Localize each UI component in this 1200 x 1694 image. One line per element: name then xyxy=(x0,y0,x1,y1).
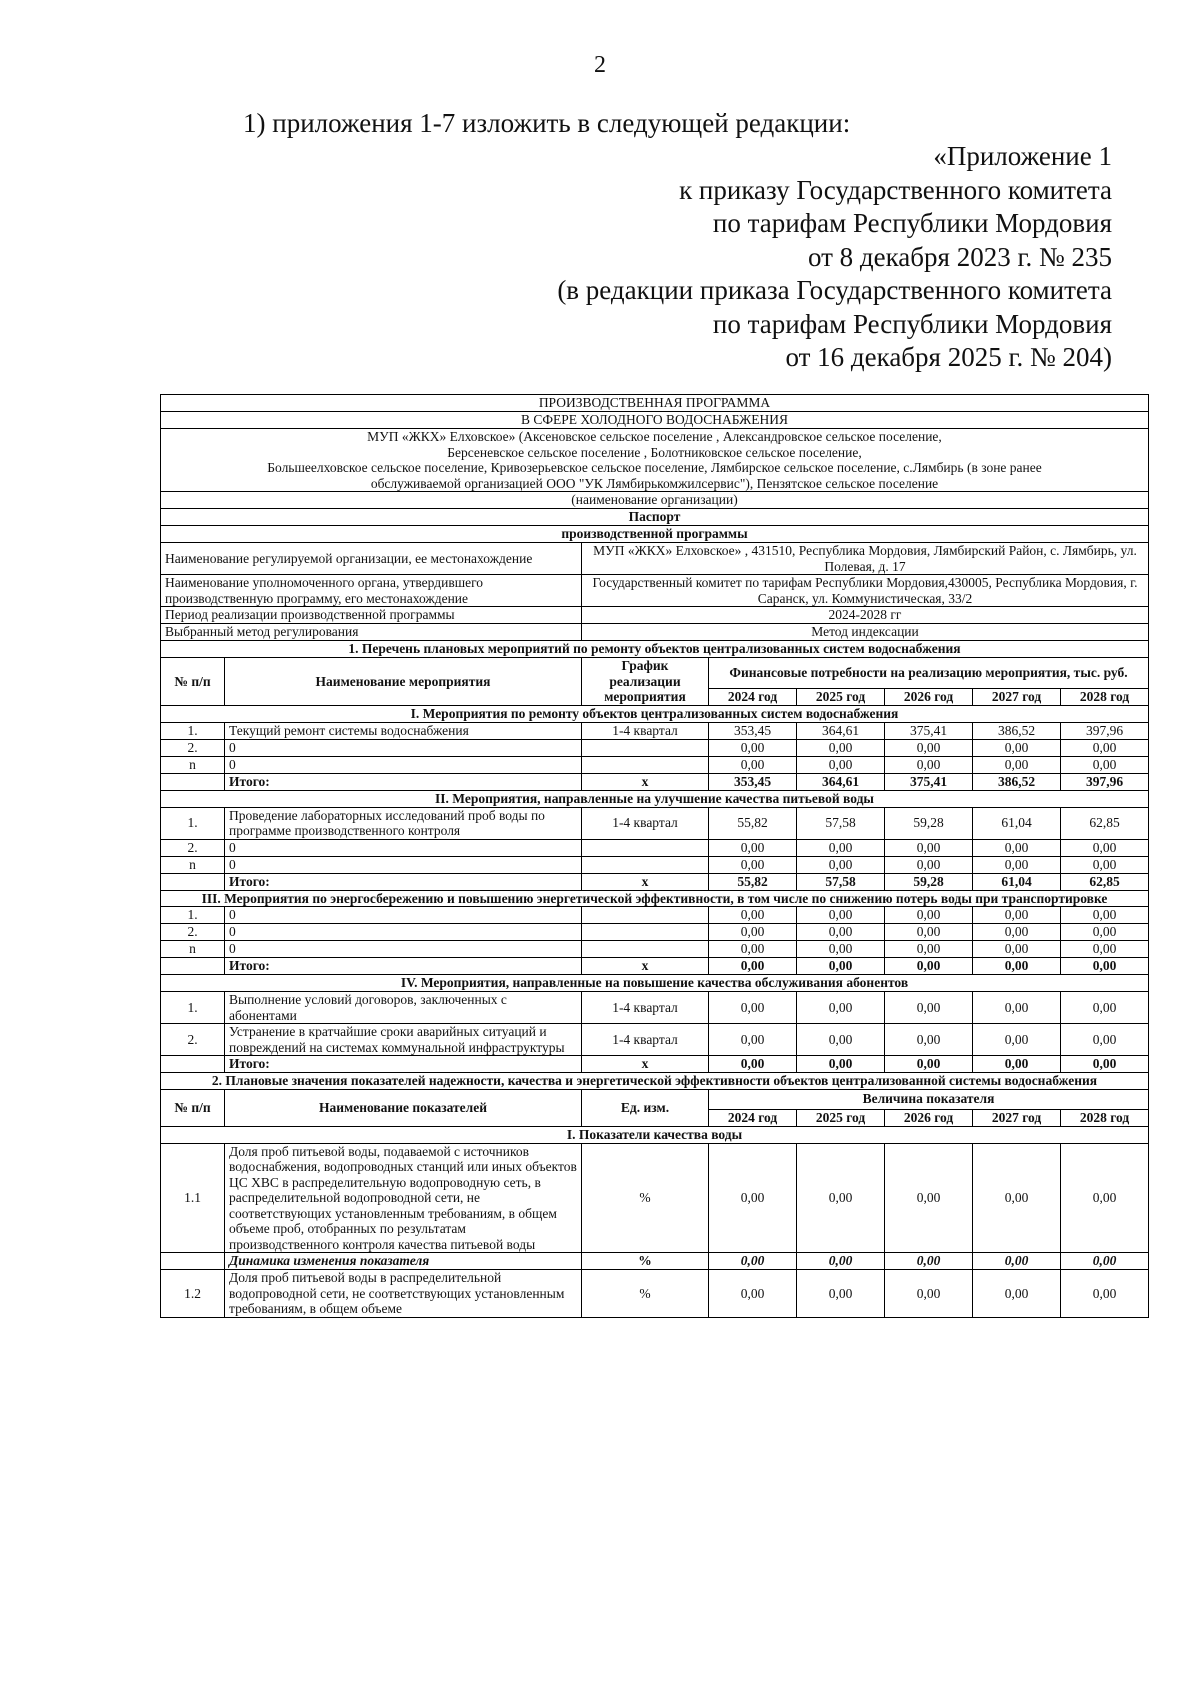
row-name: Устранение в кратчайшие сроки аварийных ситуаций и повреждений на системах коммунальной инфраструктуры xyxy=(225,1024,582,1056)
row-value: 0,00 xyxy=(797,856,885,873)
year-header: 2026 год xyxy=(885,688,973,705)
total-row xyxy=(161,873,1149,890)
row-value: 0,00 xyxy=(1061,1024,1149,1056)
row-value: 0,00 xyxy=(1061,839,1149,856)
program-title: ПРОИЗВОДСТВЕННАЯ ПРОГРАММА xyxy=(161,395,1149,412)
org-line: Берсеневское сельское поселение , Болотниковское сельское поселение, xyxy=(447,444,862,460)
total-num xyxy=(161,958,225,975)
row-value: 0,00 xyxy=(973,924,1061,941)
org-line: МУП «ЖКХ» Елховское» (Аксеновское сельское поселение , Александровское сельское поселение, xyxy=(367,429,942,444)
row-value: 386,52 xyxy=(973,722,1061,739)
indicator-row xyxy=(161,1270,1149,1318)
indicator-row xyxy=(161,1143,1149,1253)
appendix-line: «Приложение 1 xyxy=(933,141,1112,171)
col-finance-header: Финансовые потребности на реализацию мероприятия, тыс. руб. xyxy=(709,658,1149,689)
row-name: Проведение лабораторных исследований проб воды по программе производственного контроля xyxy=(225,807,582,839)
row-value: 0,00 xyxy=(973,907,1061,924)
passport-label: Наименование уполномоченного органа, утвердившего производственную программу, его местонахождение xyxy=(161,575,582,607)
row-value: 0,00 xyxy=(797,1024,885,1056)
table-row xyxy=(161,722,1149,739)
passport-value: Государственный комитет по тарифам Республики Мордовия,430005, Республика Мордовия, г. Саранск, ул. Коммунистическая, 33/2 xyxy=(582,575,1149,607)
row-value: 353,45 xyxy=(709,722,797,739)
row-value: 0,00 xyxy=(797,992,885,1024)
row-value: 364,61 xyxy=(797,722,885,739)
passport-label: Выбранный метод регулирования xyxy=(161,624,582,641)
intro-text: 1) приложения 1-7 изложить в следующей редакции: xyxy=(243,108,851,138)
row-name: Текущий ремонт системы водоснабжения xyxy=(225,722,582,739)
passport-value: МУП «ЖКХ» Елховское» , 431510, Республика Мордовия, Лямбирский Район, с. Лямбирь, ул. Полевая, д. 17 xyxy=(582,543,1149,575)
section2-title: 2. Плановые значения показателей надежности, качества и энергетической эффективности объектов централизованной системы водоснабжения xyxy=(161,1073,1149,1090)
year-header: 2027 год xyxy=(973,688,1061,705)
year-header: 2024 год xyxy=(709,688,797,705)
total-value: 0,00 xyxy=(885,1056,973,1073)
row-schedule xyxy=(582,739,709,756)
total-mark: х xyxy=(582,873,709,890)
row-value: 62,85 xyxy=(1061,807,1149,839)
total-value: 61,04 xyxy=(973,873,1061,890)
total-row xyxy=(161,958,1149,975)
row-value: 0,00 xyxy=(797,924,885,941)
table-row xyxy=(161,924,1149,941)
total-value: 0,00 xyxy=(973,1056,1061,1073)
row-name: 0 xyxy=(225,941,582,958)
total-row xyxy=(161,1056,1149,1073)
appendix-line: (в редакции приказа Государственного комитета xyxy=(557,275,1112,305)
row-name: 0 xyxy=(225,924,582,941)
passport-subtitle: производственной программы xyxy=(161,526,1149,543)
row-value: 59,28 xyxy=(885,807,973,839)
dynamics-value: 0,00 xyxy=(885,1253,973,1270)
row-value: 0,00 xyxy=(797,941,885,958)
group-title: I. Показатели качества воды xyxy=(161,1126,1149,1143)
row-value: 0,00 xyxy=(885,1143,973,1253)
row-value: 0,00 xyxy=(973,856,1061,873)
row-value: 0,00 xyxy=(709,856,797,873)
total-value: 0,00 xyxy=(797,1056,885,1073)
table-row xyxy=(161,839,1149,856)
row-value: 0,00 xyxy=(797,756,885,773)
row-num: 1.2 xyxy=(161,1270,225,1318)
total-num xyxy=(161,1056,225,1073)
row-value: 375,41 xyxy=(885,722,973,739)
row-num: 1. xyxy=(161,807,225,839)
row-num: n xyxy=(161,756,225,773)
row-num: 1. xyxy=(161,907,225,924)
year-header: 2026 год xyxy=(885,1109,973,1126)
row-value: 0,00 xyxy=(797,1270,885,1318)
row-value: 0,00 xyxy=(885,907,973,924)
total-value: 0,00 xyxy=(885,958,973,975)
row-num: 2. xyxy=(161,839,225,856)
total-value: 0,00 xyxy=(1061,958,1149,975)
row-value: 0,00 xyxy=(1061,756,1149,773)
row-num: n xyxy=(161,856,225,873)
row-value: 0,00 xyxy=(973,1143,1061,1253)
row-name: 0 xyxy=(225,739,582,756)
row-value: 0,00 xyxy=(973,739,1061,756)
dynamics-value: 0,00 xyxy=(797,1253,885,1270)
appendix-line: от 16 декабря 2025 г. № 204) xyxy=(785,342,1112,372)
table-row xyxy=(161,856,1149,873)
row-num: 1.1 xyxy=(161,1143,225,1253)
passport-value: 2024-2028 гг xyxy=(582,607,1149,624)
total-value: 375,41 xyxy=(885,773,973,790)
row-value: 0,00 xyxy=(1061,856,1149,873)
col-name-header: Наименование мероприятия xyxy=(225,658,582,706)
org-line: Большеелховское сельское поселение, Кривозерьевское сельское поселение, Лямбирское сельское поселение, с.Лямбирь (в зоне ранее xyxy=(267,460,1042,475)
total-mark: х xyxy=(582,773,709,790)
row-value: 397,96 xyxy=(1061,722,1149,739)
row-value: 0,00 xyxy=(709,992,797,1024)
section1-title: 1. Перечень плановых мероприятий по ремонту объектов централизованных систем водоснабжения xyxy=(161,641,1149,658)
row-value: 0,00 xyxy=(885,756,973,773)
row-value: 0,00 xyxy=(973,1270,1061,1318)
total-value: 0,00 xyxy=(1061,1056,1149,1073)
passport-row xyxy=(161,624,1149,641)
col-value-header: Величина показателя xyxy=(709,1089,1149,1109)
passport-label: Наименование регулируемой организации, ее местонахождение xyxy=(161,543,582,575)
row-value: 0,00 xyxy=(1061,1270,1149,1318)
row-value: 0,00 xyxy=(709,924,797,941)
row-schedule xyxy=(582,756,709,773)
total-value: 0,00 xyxy=(709,1056,797,1073)
row-value: 55,82 xyxy=(709,807,797,839)
total-value: 59,28 xyxy=(885,873,973,890)
row-value: 0,00 xyxy=(709,907,797,924)
row-num: 1. xyxy=(161,722,225,739)
table-row xyxy=(161,807,1149,839)
total-num xyxy=(161,873,225,890)
row-value: 0,00 xyxy=(973,1024,1061,1056)
row-name: Доля проб питьевой воды в распределительной водопроводной сети, не соответствующих установленным требованиям, в общем объеме xyxy=(225,1270,582,1318)
group-title: IV. Мероприятия, направленные на повышение качества обслуживания абонентов xyxy=(161,975,1149,992)
table-row xyxy=(161,739,1149,756)
year-header: 2028 год xyxy=(1061,1109,1149,1126)
row-schedule xyxy=(582,839,709,856)
row-name: 0 xyxy=(225,756,582,773)
row-num: 2. xyxy=(161,1024,225,1056)
row-value: 0,00 xyxy=(797,1143,885,1253)
row-schedule: 1-4 квартал xyxy=(582,722,709,739)
dynamics-num xyxy=(161,1253,225,1270)
total-label: Итого: xyxy=(225,873,582,890)
table-row xyxy=(161,941,1149,958)
col-num-header: № п/п xyxy=(161,1089,225,1126)
row-value: 0,00 xyxy=(885,739,973,756)
col-name-header: Наименование показателей xyxy=(225,1089,582,1126)
group-title: II. Мероприятия, направленные на улучшение качества питьевой воды xyxy=(161,790,1149,807)
row-value: 0,00 xyxy=(1061,739,1149,756)
passport-value: Метод индексации xyxy=(582,624,1149,641)
row-unit: % xyxy=(582,1143,709,1253)
row-unit: % xyxy=(582,1270,709,1318)
passport-label: Период реализации производственной программы xyxy=(161,607,582,624)
row-name: 0 xyxy=(225,907,582,924)
row-schedule xyxy=(582,941,709,958)
total-value: 57,58 xyxy=(797,873,885,890)
row-value: 0,00 xyxy=(709,1143,797,1253)
appendix-line: по тарифам Республики Мордовия xyxy=(712,208,1112,238)
table-row xyxy=(161,992,1149,1024)
row-name: 0 xyxy=(225,856,582,873)
row-value: 0,00 xyxy=(709,941,797,958)
row-value: 0,00 xyxy=(709,1270,797,1318)
row-value: 0,00 xyxy=(885,941,973,958)
row-value: 0,00 xyxy=(709,756,797,773)
passport-title: Паспорт xyxy=(161,509,1149,526)
table-row xyxy=(161,1024,1149,1056)
col-unit-header: Ед. изм. xyxy=(582,1089,709,1126)
total-mark: х xyxy=(582,1056,709,1073)
row-value: 0,00 xyxy=(885,924,973,941)
total-value: 397,96 xyxy=(1061,773,1149,790)
row-schedule xyxy=(582,924,709,941)
dynamics-label: Динамика изменения показателя xyxy=(225,1253,582,1270)
row-schedule xyxy=(582,907,709,924)
passport-row xyxy=(161,607,1149,624)
row-value: 61,04 xyxy=(973,807,1061,839)
dynamics-value: 0,00 xyxy=(709,1253,797,1270)
row-num: 2. xyxy=(161,924,225,941)
row-value: 0,00 xyxy=(709,739,797,756)
appendix-line: по тарифам Республики Мордовия xyxy=(712,308,1112,339)
row-num: n xyxy=(161,941,225,958)
row-name: Доля проб питьевой воды, подаваемой с источников водоснабжения, водопроводных станций или иных объектов ЦС ХВС в распределительную водопроводную сеть, в распределительной водопроводной сети, не соответствующих установленным требованиям, в общем объеме проб, отобранных по результатам производственного контроля качества питьевой воды xyxy=(225,1143,582,1253)
group-title: III. Мероприятия по энергосбережению и повышению энергетической эффективности, в том числе по снижению потерь воды при транспортировке xyxy=(161,890,1149,907)
page-number: 2 xyxy=(594,52,606,78)
total-label: Итого: xyxy=(225,958,582,975)
dynamics-row xyxy=(161,1253,1149,1270)
total-value: 364,61 xyxy=(797,773,885,790)
total-value: 55,82 xyxy=(709,873,797,890)
table-row xyxy=(161,756,1149,773)
total-value: 0,00 xyxy=(973,958,1061,975)
organization-caption: (наименование организации) xyxy=(161,492,1149,509)
row-schedule: 1-4 квартал xyxy=(582,1024,709,1056)
table-row xyxy=(161,907,1149,924)
row-value: 0,00 xyxy=(709,1024,797,1056)
dynamics-unit: % xyxy=(582,1253,709,1270)
row-value: 0,00 xyxy=(1061,992,1149,1024)
total-label: Итого: xyxy=(225,773,582,790)
production-program-table xyxy=(160,394,1149,1318)
appendix-line: к приказу Государственного комитета xyxy=(679,174,1112,205)
dynamics-value: 0,00 xyxy=(1061,1253,1149,1270)
row-value: 0,00 xyxy=(797,839,885,856)
row-value: 0,00 xyxy=(885,1024,973,1056)
total-value: 386,52 xyxy=(973,773,1061,790)
passport-row xyxy=(161,543,1149,575)
row-value: 0,00 xyxy=(885,992,973,1024)
row-value: 0,00 xyxy=(973,839,1061,856)
row-value: 0,00 xyxy=(1061,941,1149,958)
year-header: 2027 год xyxy=(973,1109,1061,1126)
row-value: 0,00 xyxy=(973,756,1061,773)
row-value: 0,00 xyxy=(973,941,1061,958)
row-schedule: 1-4 квартал xyxy=(582,807,709,839)
total-row xyxy=(161,773,1149,790)
row-value: 0,00 xyxy=(973,992,1061,1024)
row-value: 0,00 xyxy=(1061,1143,1149,1253)
year-header: 2028 год xyxy=(1061,688,1149,705)
total-value: 62,85 xyxy=(1061,873,1149,890)
dynamics-value: 0,00 xyxy=(973,1253,1061,1270)
row-value: 0,00 xyxy=(797,907,885,924)
row-value: 0,00 xyxy=(885,1270,973,1318)
group-title: I. Мероприятия по ремонту объектов централизованных систем водоснабжения xyxy=(161,705,1149,722)
row-name: 0 xyxy=(225,839,582,856)
total-value: 0,00 xyxy=(797,958,885,975)
row-num: 1. xyxy=(161,992,225,1024)
total-label: Итого: xyxy=(225,1056,582,1073)
org-line: обслуживаемой организацией ООО "УК Лямбирькомжилсервис"), Пензятское сельское поселение xyxy=(370,475,939,491)
row-value: 0,00 xyxy=(885,839,973,856)
row-value: 0,00 xyxy=(1061,924,1149,941)
row-value: 0,00 xyxy=(709,839,797,856)
total-mark: х xyxy=(582,958,709,975)
row-schedule: 1-4 квартал xyxy=(582,992,709,1024)
total-value: 353,45 xyxy=(709,773,797,790)
row-value: 0,00 xyxy=(797,739,885,756)
col-schedule-header: График реализации мероприятия xyxy=(582,658,709,706)
col-num-header: № п/п xyxy=(161,658,225,706)
passport-row xyxy=(161,575,1149,607)
appendix-line: от 8 декабря 2023 г. № 235 xyxy=(807,241,1112,272)
total-num xyxy=(161,773,225,790)
year-header: 2025 год xyxy=(797,1109,885,1126)
total-value: 0,00 xyxy=(709,958,797,975)
row-name: Выполнение условий договоров, заключенных с абонентами xyxy=(225,992,582,1024)
row-value: 0,00 xyxy=(1061,907,1149,924)
program-subtitle: В СФЕРЕ ХОЛОДНОГО ВОДОСНАБЖЕНИЯ xyxy=(161,412,1149,429)
row-num: 2. xyxy=(161,739,225,756)
row-value: 0,00 xyxy=(885,856,973,873)
year-header: 2025 год xyxy=(797,688,885,705)
row-schedule xyxy=(582,856,709,873)
organization-name xyxy=(161,429,1149,492)
appendix-header xyxy=(557,140,1112,375)
year-header: 2024 год xyxy=(709,1109,797,1126)
row-value: 57,58 xyxy=(797,807,885,839)
